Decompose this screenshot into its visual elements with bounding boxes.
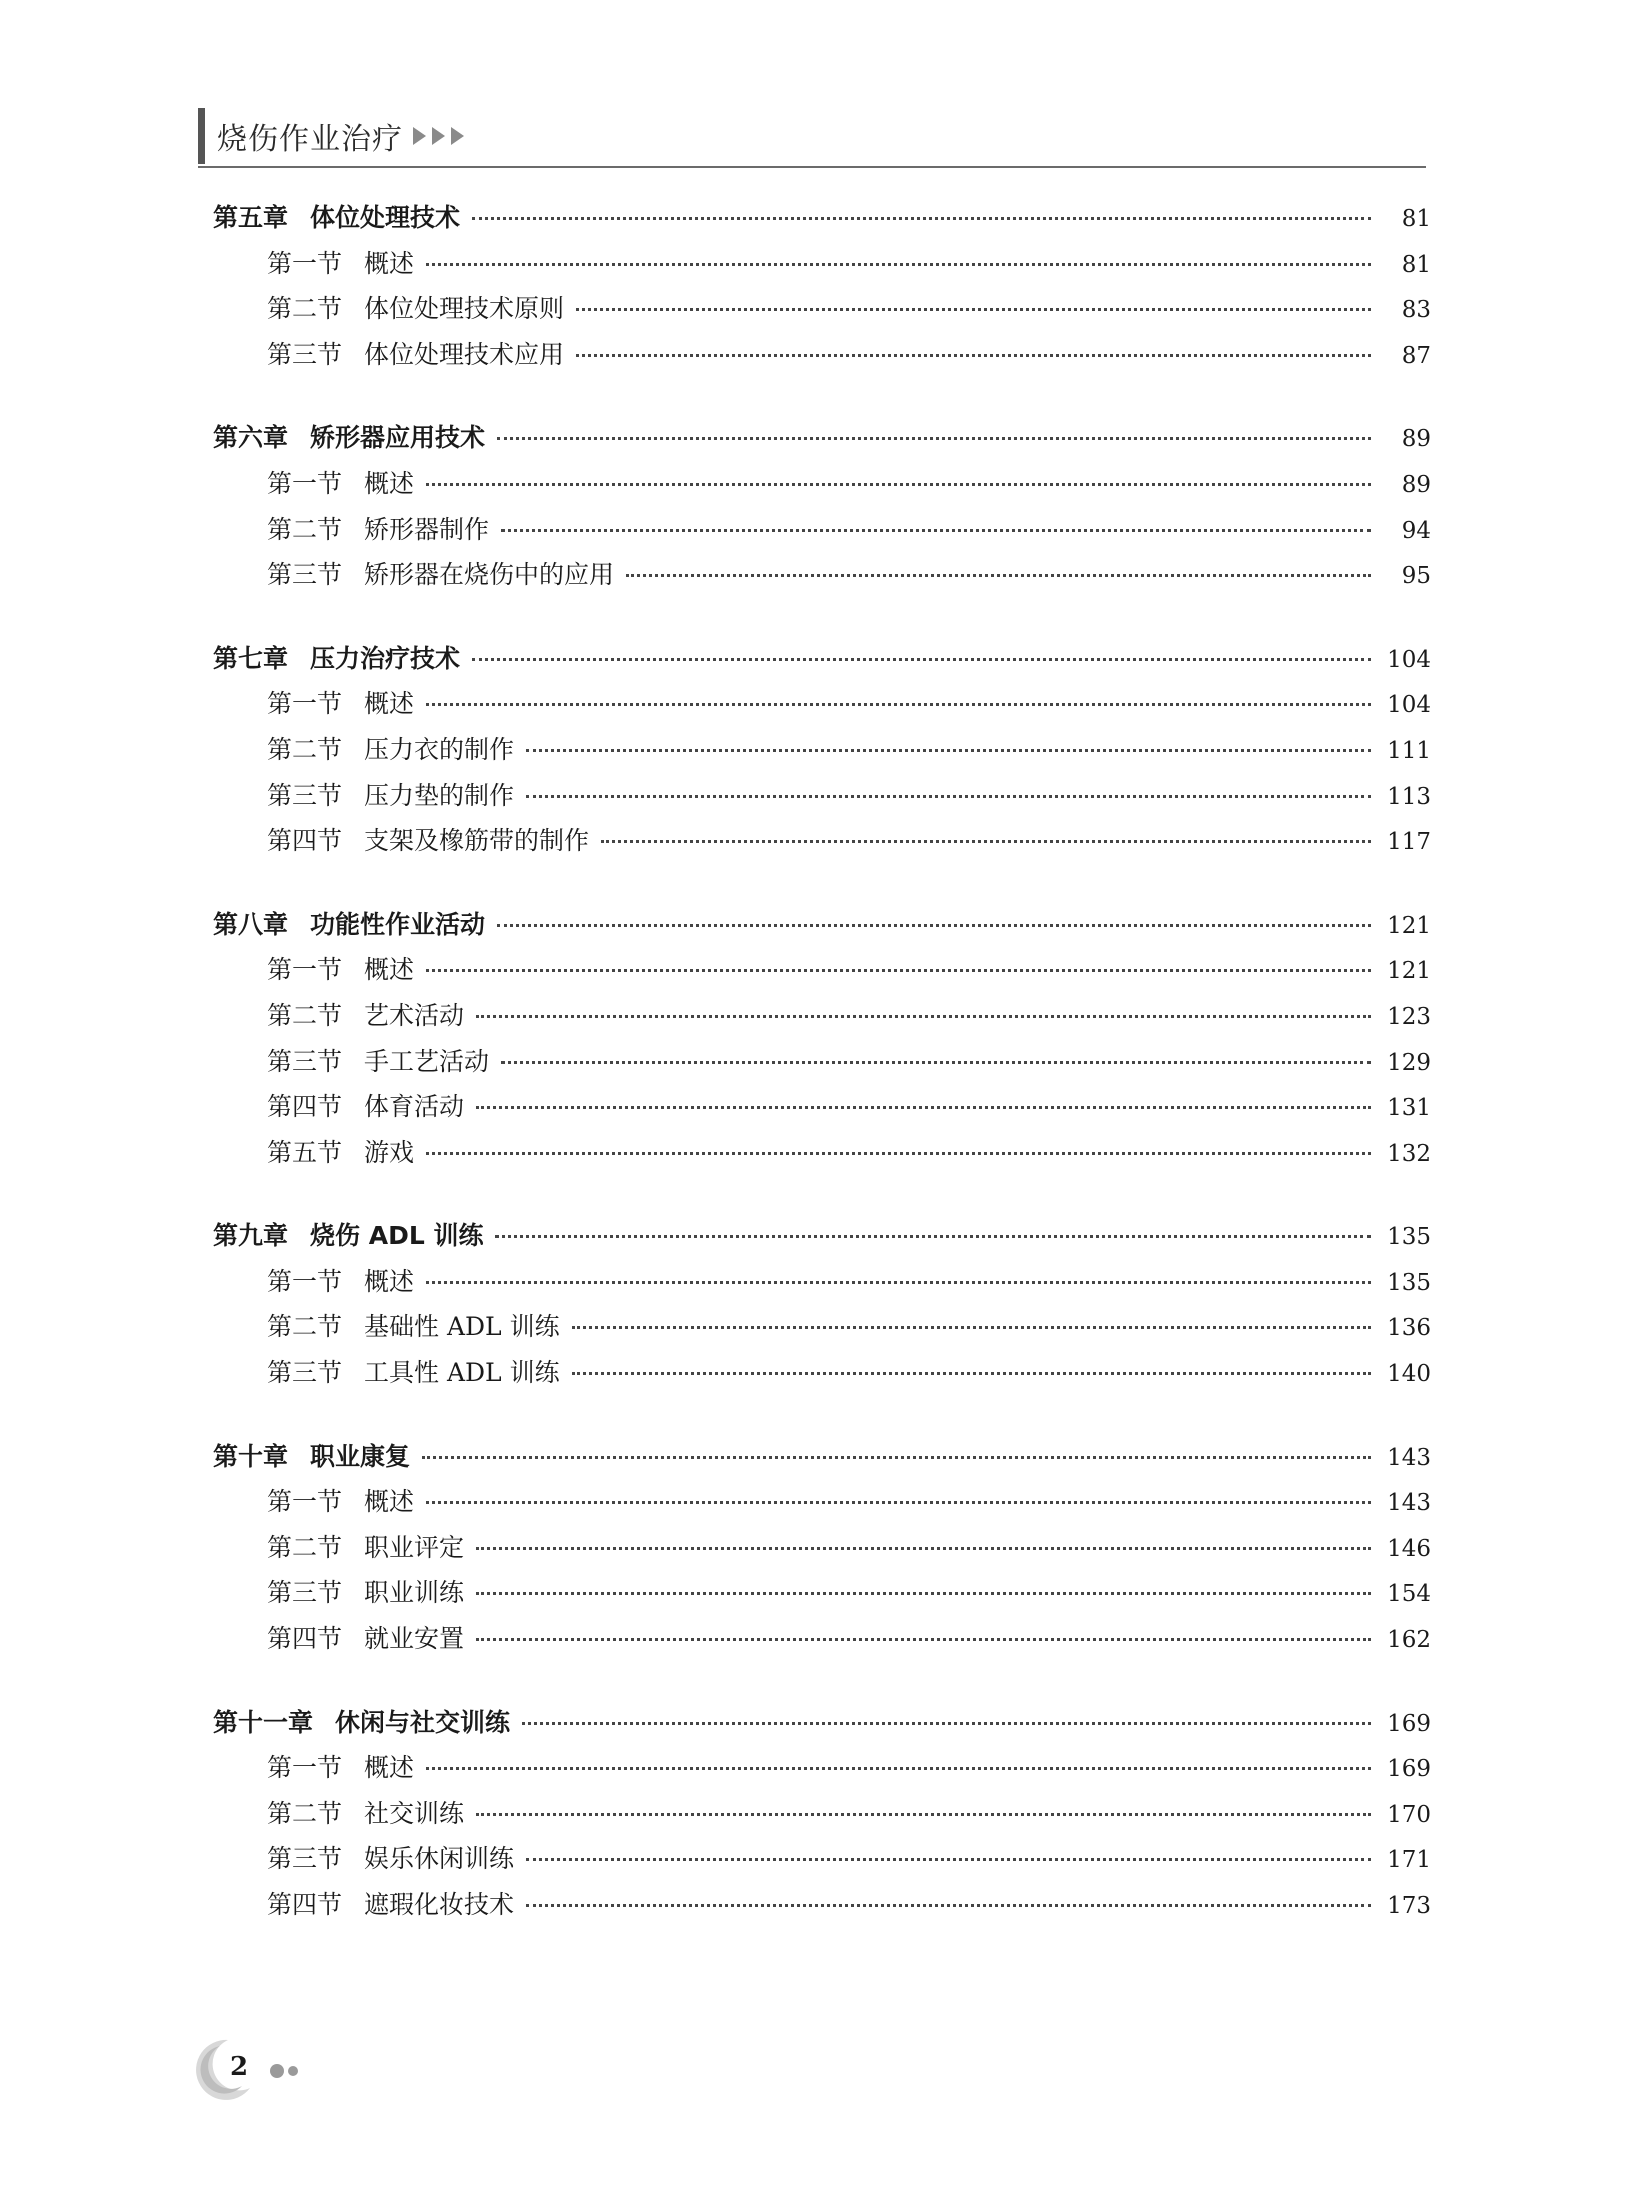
- section-entry: [213, 289, 1431, 335]
- section-entry-title: 矫形器制作: [364, 514, 490, 544]
- leader-dots: [576, 308, 1371, 311]
- section-entry-label: 第三节: [267, 560, 343, 590]
- chapter-block: [213, 905, 1431, 1179]
- section-entry-title: 工具性 ADL 训练: [364, 1358, 560, 1388]
- section-entry-title: 就业安置: [364, 1624, 465, 1654]
- leader-dots: [426, 969, 1371, 972]
- section-entry-title: 艺术活动: [364, 1000, 465, 1030]
- section-entry: [213, 684, 1431, 730]
- section-entry-label: 第一节: [267, 955, 343, 985]
- chapter-entry-label: 第六章: [213, 423, 289, 453]
- section-entry-title: 概述: [364, 468, 415, 498]
- leader-dots: [526, 795, 1371, 798]
- section-entry-page: 121: [1387, 958, 1431, 985]
- chapter-entry-title: 压力治疗技术: [310, 643, 461, 673]
- section-entry-title: 基础性 ADL 训练: [364, 1312, 560, 1342]
- leader-dots: [576, 354, 1371, 357]
- chapter-block: [213, 639, 1431, 867]
- section-entry-title: 娱乐休闲训练: [364, 1844, 515, 1874]
- chapter-entry-page: 135: [1387, 1224, 1431, 1251]
- section-entry: [213, 1133, 1431, 1179]
- section-entry-label: 第四节: [267, 1092, 343, 1122]
- section-entry-label: 第二节: [267, 734, 343, 764]
- chapter-block: [213, 418, 1431, 600]
- leader-dots: [476, 1106, 1371, 1109]
- chapter-entry-label: 第七章: [213, 643, 289, 673]
- chapter-entry: [213, 418, 1431, 464]
- leader-dots: [426, 263, 1371, 266]
- section-entry-title: 体位处理技术应用: [364, 339, 565, 369]
- chapter-entry: [213, 639, 1431, 685]
- section-entry-page: 113: [1387, 783, 1431, 810]
- section-entry-page: 104: [1387, 692, 1431, 719]
- leader-dots: [476, 1015, 1371, 1018]
- section-entry-page: 111: [1387, 737, 1431, 764]
- leader-dots: [476, 1592, 1371, 1595]
- chapter-entry: [213, 1703, 1431, 1749]
- section-entry: [213, 1307, 1431, 1353]
- section-entry-label: 第四节: [267, 826, 343, 856]
- section-entry: [213, 244, 1431, 290]
- section-entry: [213, 730, 1431, 776]
- section-entry-page: 83: [1401, 297, 1431, 324]
- section-entry: [213, 1839, 1431, 1885]
- section-entry-title: 概述: [364, 1266, 415, 1296]
- leader-dots: [497, 924, 1371, 927]
- section-entry: [213, 335, 1431, 381]
- leader-dots: [426, 1152, 1371, 1155]
- section-entry: [213, 1482, 1431, 1528]
- footer-dots-icon: [270, 2064, 302, 2078]
- chapter-entry-page: 143: [1387, 1444, 1431, 1471]
- section-entry-label: 第三节: [267, 1578, 343, 1608]
- section-entry-label: 第二节: [267, 1532, 343, 1562]
- leader-dots: [501, 529, 1371, 532]
- section-entry-title: 概述: [364, 1753, 415, 1783]
- chapter-entry-page: 89: [1401, 426, 1431, 453]
- section-entry-page: 87: [1401, 342, 1431, 369]
- section-entry-title: 遮瑕化妆技术: [364, 1890, 515, 1919]
- section-entry-page: 173: [1387, 1893, 1431, 1919]
- section-entry: [213, 1748, 1431, 1794]
- section-entry-page: 117: [1387, 829, 1431, 856]
- chapter-entry-label: 第十章: [213, 1441, 289, 1471]
- chapter-entry: [213, 1437, 1431, 1483]
- leader-dots: [426, 703, 1371, 706]
- leader-dots: [497, 437, 1371, 440]
- section-entry-page: 136: [1387, 1315, 1431, 1342]
- section-entry: [213, 776, 1431, 822]
- section-entry-title: 矫形器在烧伤中的应用: [364, 560, 615, 590]
- chapter-entry-label: 第九章: [213, 1221, 289, 1251]
- section-entry-label: 第二节: [267, 1000, 343, 1030]
- section-entry: [213, 950, 1431, 996]
- section-entry: [213, 1619, 1431, 1665]
- section-entry-page: 171: [1387, 1847, 1431, 1874]
- leader-dots: [601, 840, 1371, 843]
- section-entry-label: 第三节: [267, 1844, 343, 1874]
- leader-dots: [501, 1061, 1371, 1064]
- section-entry: [213, 996, 1431, 1042]
- section-entry-page: 123: [1387, 1003, 1431, 1030]
- section-entry: [213, 1262, 1431, 1308]
- section-entry-label: 第三节: [267, 780, 343, 810]
- section-entry-page: 95: [1401, 563, 1431, 590]
- section-entry-label: 第一节: [267, 689, 343, 719]
- section-entry-label: 第一节: [267, 248, 343, 278]
- leader-dots: [472, 658, 1371, 661]
- chapter-entry-page: 169: [1387, 1710, 1431, 1737]
- section-entry: [213, 1042, 1431, 1088]
- page-footer: [190, 2036, 340, 2106]
- chapter-entry-title: 功能性作业活动: [310, 909, 486, 939]
- leader-dots: [495, 1235, 1371, 1238]
- chapter-entry-label: 第十一章: [213, 1707, 314, 1737]
- section-entry: [213, 1794, 1431, 1840]
- chapter-block: [213, 198, 1431, 380]
- section-entry-label: 第三节: [267, 1046, 343, 1076]
- chapter-entry: [213, 198, 1431, 244]
- leader-dots: [426, 483, 1371, 486]
- section-entry-page: 81: [1401, 251, 1431, 278]
- chapter-entry-title: 烧伤 ADL 训练: [310, 1221, 484, 1251]
- section-entry-label: 第四节: [267, 1624, 343, 1654]
- chapter-entry-label: 第五章: [213, 203, 289, 232]
- section-entry: [213, 821, 1431, 867]
- chapter-entry: [213, 1216, 1431, 1262]
- section-entry-page: 89: [1401, 471, 1431, 498]
- header-bar: [198, 108, 205, 164]
- section-entry-title: 职业评定: [364, 1532, 465, 1562]
- section-entry-page: 154: [1387, 1581, 1431, 1608]
- header-rule: [198, 166, 1426, 168]
- leader-dots: [422, 1456, 1371, 1459]
- chapter-entry-title: 职业康复: [310, 1441, 411, 1471]
- section-entry-title: 社交训练: [364, 1798, 465, 1828]
- section-entry-title: 游戏: [364, 1137, 415, 1167]
- leader-dots: [572, 1372, 1371, 1375]
- section-entry-label: 第一节: [267, 1753, 343, 1783]
- section-entry-title: 概述: [364, 955, 415, 985]
- leader-dots: [522, 1722, 1371, 1725]
- section-entry-page: 132: [1387, 1140, 1431, 1167]
- leader-dots: [526, 1904, 1371, 1907]
- section-entry-page: 169: [1387, 1756, 1431, 1783]
- section-entry-title: 体育活动: [364, 1092, 465, 1122]
- section-entry: [213, 1087, 1431, 1133]
- section-entry: [213, 1353, 1431, 1399]
- section-entry: [213, 555, 1431, 601]
- section-entry-label: 第一节: [267, 468, 343, 498]
- section-entry-label: 第二节: [267, 514, 343, 544]
- section-entry-title: 概述: [364, 1487, 415, 1517]
- section-entry-title: 支架及橡筋带的制作: [364, 826, 590, 856]
- leader-dots: [426, 1501, 1371, 1504]
- section-entry-label: 第三节: [267, 339, 343, 369]
- section-entry-title: 手工艺活动: [364, 1046, 490, 1076]
- book-title: 烧伤作业治疗: [217, 122, 403, 157]
- section-entry-title: 概述: [364, 689, 415, 719]
- section-entry-page: 143: [1387, 1490, 1431, 1517]
- section-entry-label: 第一节: [267, 1487, 343, 1517]
- leader-dots: [476, 1547, 1371, 1550]
- chapter-block: [213, 1216, 1431, 1398]
- table-of-contents: [213, 198, 1431, 1969]
- leader-dots: [476, 1813, 1371, 1816]
- section-entry-title: 概述: [364, 248, 415, 278]
- section-entry-label: 第三节: [267, 1358, 343, 1388]
- section-entry: [213, 1573, 1431, 1619]
- section-entry-page: 129: [1387, 1049, 1431, 1076]
- section-entry: [213, 1528, 1431, 1574]
- section-entry-title: 职业训练: [364, 1578, 465, 1608]
- leader-dots: [526, 749, 1371, 752]
- chapter-block: [213, 1703, 1431, 1931]
- chapter-entry-title: 体位处理技术: [310, 203, 461, 232]
- chapter-entry-page: 104: [1387, 646, 1431, 673]
- chapter-entry-page: 81: [1401, 206, 1431, 232]
- chapter-entry-title: 矫形器应用技术: [310, 423, 486, 453]
- section-entry-page: 170: [1387, 1801, 1431, 1828]
- chapter-entry-title: 休闲与社交训练: [335, 1707, 511, 1737]
- running-header: [198, 108, 470, 164]
- section-entry: [213, 1885, 1431, 1931]
- section-entry: [213, 510, 1431, 556]
- page-number: 2: [230, 2052, 249, 2082]
- section-entry: [213, 464, 1431, 510]
- section-entry-label: 第二节: [267, 1312, 343, 1342]
- section-entry-page: 162: [1387, 1627, 1431, 1654]
- section-entry-title: 压力衣的制作: [364, 734, 515, 764]
- section-entry-label: 第二节: [267, 294, 343, 324]
- section-entry-title: 压力垫的制作: [364, 780, 515, 810]
- section-entry-label: 第一节: [267, 1266, 343, 1296]
- section-entry-page: 131: [1387, 1095, 1431, 1122]
- chapter-entry-page: 121: [1387, 912, 1431, 939]
- leader-dots: [426, 1767, 1371, 1770]
- section-entry-label: 第二节: [267, 1798, 343, 1828]
- section-entry-label: 第四节: [267, 1890, 343, 1919]
- leader-dots: [572, 1326, 1371, 1329]
- leader-dots: [426, 1281, 1371, 1284]
- section-entry-title: 体位处理技术原则: [364, 294, 565, 324]
- chapter-block: [213, 1437, 1431, 1665]
- chapter-entry: [213, 905, 1431, 951]
- leader-dots: [472, 217, 1371, 220]
- section-entry-page: 94: [1401, 517, 1431, 544]
- chapter-entry-label: 第八章: [213, 909, 289, 939]
- section-entry-page: 135: [1387, 1269, 1431, 1296]
- triple-arrow-icon: [413, 127, 470, 145]
- leader-dots: [476, 1638, 1371, 1641]
- leader-dots: [526, 1858, 1371, 1861]
- section-entry-label: 第五节: [267, 1137, 343, 1167]
- section-entry-page: 140: [1387, 1361, 1431, 1388]
- section-entry-page: 146: [1387, 1535, 1431, 1562]
- leader-dots: [626, 574, 1371, 577]
